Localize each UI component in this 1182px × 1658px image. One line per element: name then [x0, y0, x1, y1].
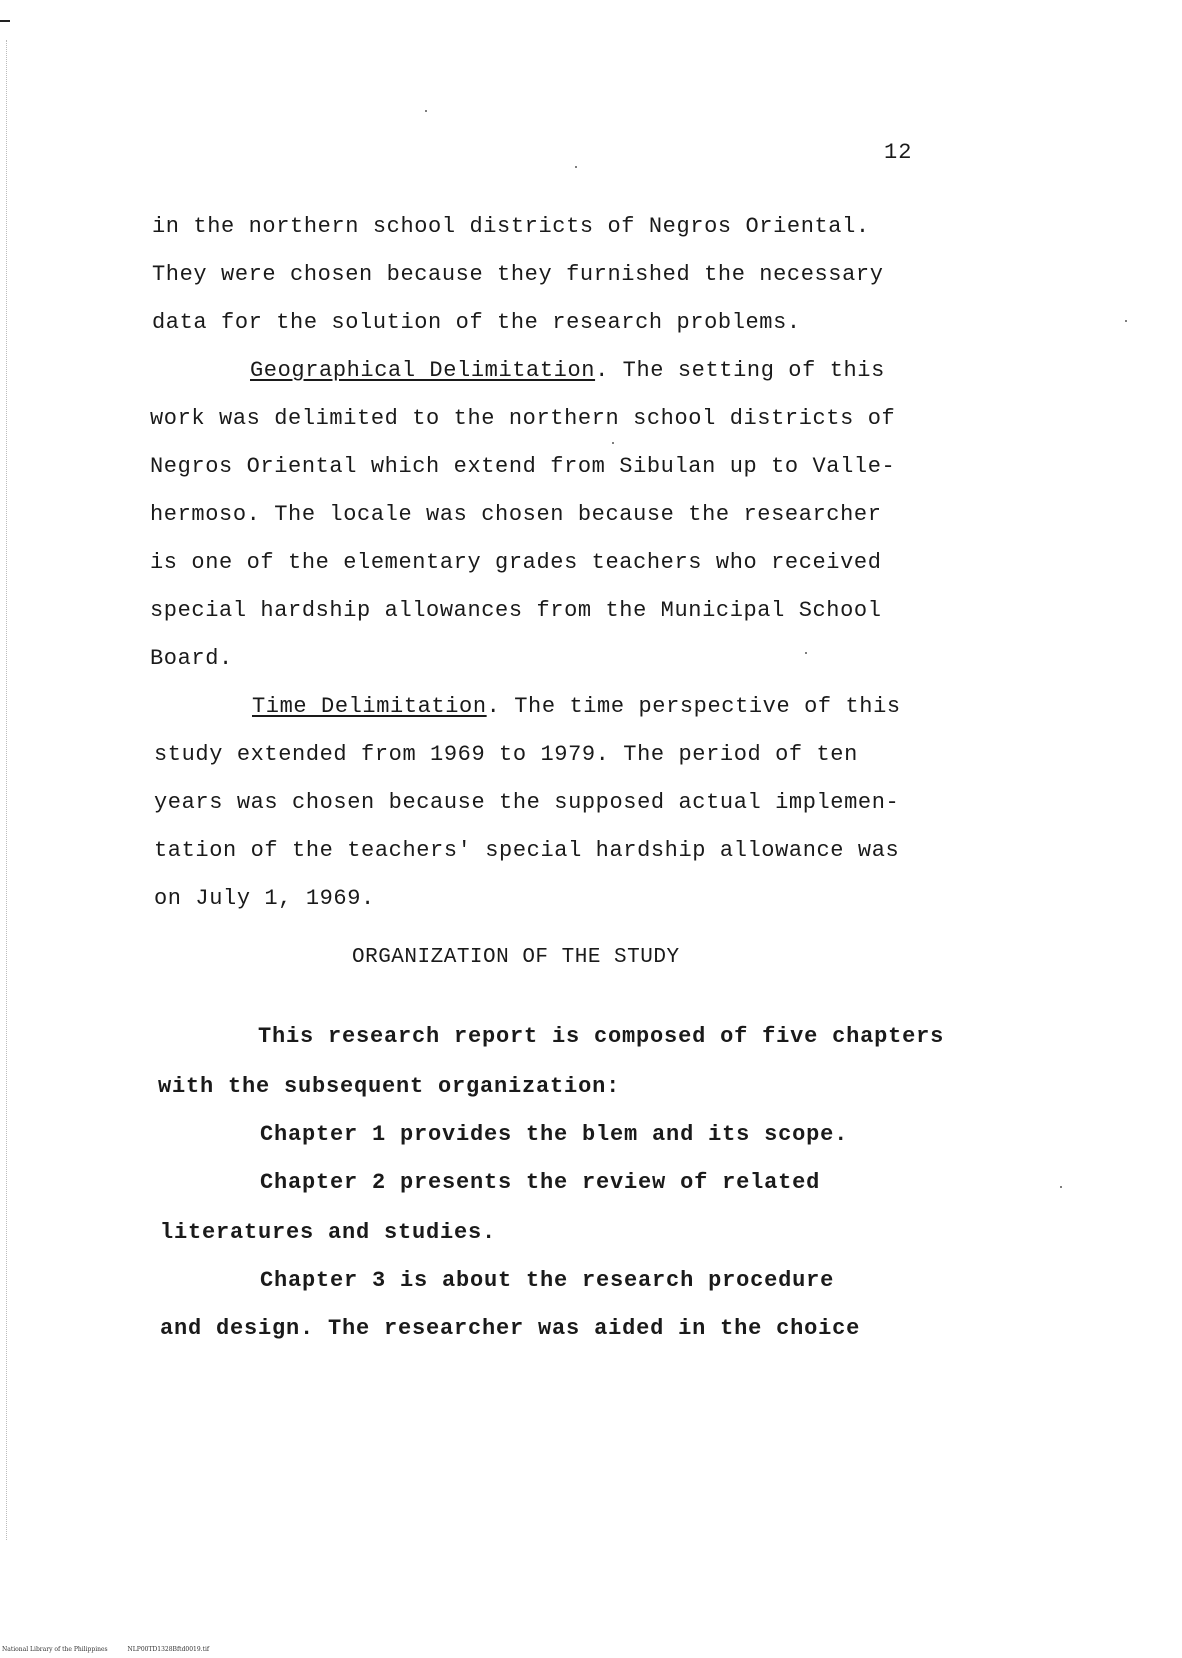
section-heading: ORGANIZATION OF THE STUDY: [352, 946, 680, 969]
text-fragment: . The setting of this: [595, 358, 885, 383]
footer-filename: NLP00TD1328Bftd0019.tif: [127, 1646, 210, 1653]
text-line: years was chosen because the supposed actual implemen-: [154, 790, 900, 815]
text-line: Negros Oriental which extend from Sibulan up to Valle-: [150, 454, 896, 479]
text-line: on July 1, 1969.: [154, 886, 375, 911]
time-delimitation-lead: [252, 694, 901, 719]
text-line: Board.: [150, 646, 233, 671]
text-line: data for the solution of the research problems.: [152, 310, 801, 335]
chapter-3-line: Chapter 3 is about the research procedure: [260, 1268, 835, 1293]
text-line: is one of the elementary grades teachers who received: [150, 550, 882, 575]
scan-speck: [805, 652, 807, 654]
chapter-2-line: Chapter 2 presents the review of related: [260, 1170, 821, 1195]
scan-edge-mark: [0, 20, 10, 22]
time-delimitation-heading: Time Delimitation: [252, 694, 487, 719]
text-line: with the subsequent organization:: [158, 1074, 621, 1099]
geographical-delimitation-lead: [250, 358, 885, 383]
footer-library: National Library of the Philippines: [2, 1646, 108, 1653]
text-line: This research report is composed of five chapters: [258, 1024, 945, 1049]
text-line: hermoso. The locale was chosen because the researcher: [150, 502, 882, 527]
footer: [2, 1646, 227, 1653]
text-line: in the northern school districts of Negros Oriental.: [152, 214, 870, 239]
text-line: They were chosen because they furnished the necessary: [152, 262, 884, 287]
text-line: tation of the teachers' special hardship allowance was: [154, 838, 900, 863]
text-line: study extended from 1969 to 1979. The period of ten: [154, 742, 858, 767]
scan-left-edge: [6, 40, 8, 1540]
scan-speck: [425, 110, 427, 112]
text-line: literatures and studies.: [160, 1220, 497, 1245]
scan-speck: [575, 166, 577, 168]
text-line: work was delimited to the northern school districts of: [150, 406, 896, 431]
scan-speck: [1060, 1186, 1062, 1188]
page-number: 12: [884, 140, 913, 165]
text-fragment: . The time perspective of this: [486, 694, 901, 719]
scan-speck: [612, 442, 614, 444]
text-line: and design. The researcher was aided in the choice: [160, 1316, 861, 1341]
chapter-1-line: Chapter 1 provides the blem and its scope.: [260, 1122, 849, 1147]
text-line: special hardship allowances from the Municipal School: [150, 598, 882, 623]
geographical-delimitation-heading: Geographical Delimitation: [250, 358, 596, 383]
scan-speck: [1125, 320, 1127, 322]
